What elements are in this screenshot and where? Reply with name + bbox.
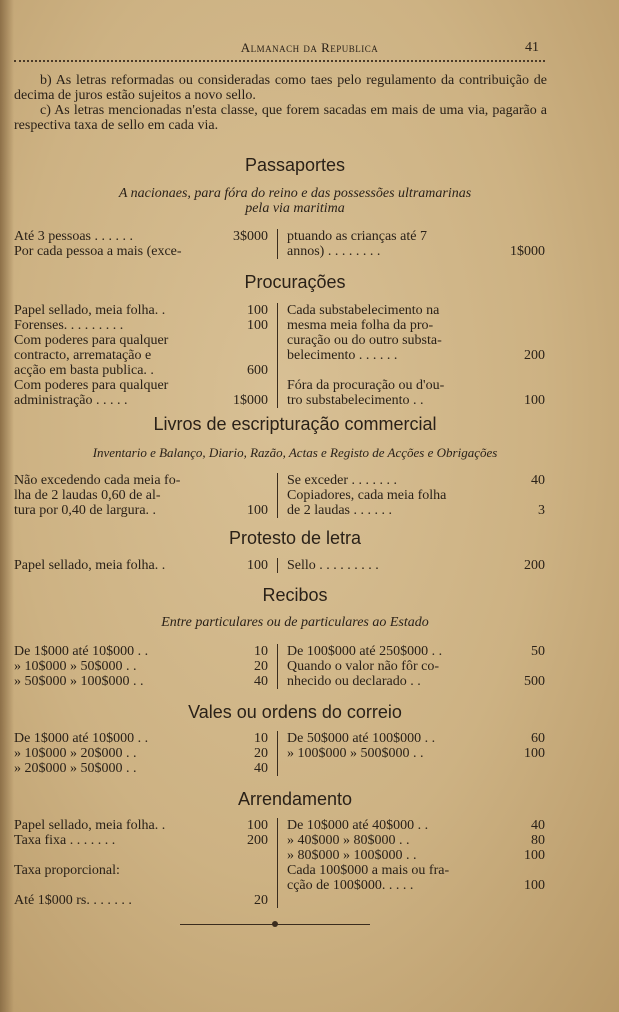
livros-left-item: lha de 2 laudas 0,60 de al- — [14, 488, 161, 503]
arrendamento-left-item: Taxa proporcional: — [14, 863, 120, 878]
arrendamento-left-item: Taxa fixa . . . . . . . — [14, 833, 116, 848]
section-heading-recibos: Recibos — [262, 585, 328, 605]
recibos-left-value: 20 — [254, 659, 268, 674]
vales-left-item: De 1$000 até 10$000 . . — [14, 731, 149, 746]
section-heading-protesto: Protesto de letra — [228, 528, 362, 548]
procuracoes-right-item: Cada substabelecimento na — [287, 303, 440, 318]
recibos-left-value: 40 — [254, 674, 268, 689]
vales-right-value: 60 — [531, 731, 545, 746]
protesto-left-item: Papel sellado, meia folha. . — [14, 558, 166, 573]
protesto-right-item: Sello . . . . . . . . . — [287, 558, 379, 573]
paragraph-b: b) As letras reformadas ou consideradas como taes pelo regulamento da contribuição de decima de juros estão sujeitos a novo sello. — [14, 73, 547, 103]
arrendamento-right-item: De 10$000 até 40$000 . . — [287, 818, 429, 833]
procuracoes-left-value: 600 — [247, 363, 268, 378]
arrendamento-right-item: » 40$000 » 80$000 . . — [287, 833, 410, 848]
arrendamento-left-value: 20 — [254, 893, 268, 908]
vales-left-value: 40 — [254, 761, 268, 776]
recibos-right-item: nhecido ou declarado . . — [287, 674, 421, 689]
vales-right-item: » 100$000 » 500$000 . . — [287, 746, 424, 761]
passaportes-left-value: 3$000 — [233, 229, 268, 244]
passaportes-left-item: Até 3 pessoas . . . . . . — [14, 229, 133, 244]
vales-left-item: » 10$000 » 20$000 . . — [14, 746, 137, 761]
procuracoes-right-item: mesma meia folha da pro- — [287, 318, 434, 333]
passaportes-left-item: Por cada pessoa a mais (exce- — [14, 244, 182, 259]
recibos-left-item: De 1$000 até 10$000 . . — [14, 644, 149, 659]
vales-left-value: 20 — [254, 746, 268, 761]
procuracoes-right-item: tro substabelecimento . . — [287, 393, 424, 408]
running-title: Almanach da Republica — [240, 40, 379, 55]
page-header — [0, 40, 619, 60]
passaportes-right-item: ptuando as crianças até 7 — [287, 229, 427, 244]
livros-right-value: 40 — [531, 473, 545, 488]
page-binding-shadow — [0, 0, 14, 1012]
procuracoes-left-value: 100 — [247, 303, 268, 318]
recibos-left-item: » 50$000 » 100$000 . . — [14, 674, 144, 689]
procuracoes-left-item: Forenses. . . . . . . . . — [14, 318, 124, 333]
paragraph-c: c) As letras mencionadas n'esta classe, que forem sacadas em mais de uma via, pagarão a respectiva taxa de sello em cada via. — [14, 103, 547, 133]
livros-left-item: tura por 0,40 de largura. . — [14, 503, 157, 518]
recibos-right-item: De 100$000 até 250$000 . . — [287, 644, 443, 659]
section-heading-passaportes: Passaportes — [244, 155, 346, 175]
page-number: 41 — [525, 40, 539, 55]
procuracoes-left-item: Com poderes para qualquer — [14, 378, 169, 393]
livros-right-item: Se exceder . . . . . . . — [287, 473, 398, 488]
section-heading-procuracoes: Procurações — [244, 272, 346, 292]
recibos-right-item: Quando o valor não fôr co- — [287, 659, 440, 674]
vales-right-value: 100 — [524, 746, 545, 761]
footer-ornament — [272, 921, 278, 927]
procuracoes-left-item: Papel sellado, meia folha. . — [14, 303, 166, 318]
procuracoes-right-value: 200 — [524, 348, 545, 363]
arrendamento-right-value: 100 — [524, 848, 545, 863]
arrendamento-left-item: Até 1$000 rs. . . . . . . — [14, 893, 132, 908]
recibos-right-value: 50 — [531, 644, 545, 659]
arrendamento-left-value: 200 — [247, 833, 268, 848]
passaportes-right-value: 1$000 — [510, 244, 545, 259]
column-divider — [277, 303, 278, 408]
column-divider — [277, 644, 278, 689]
vales-left-item: » 20$000 » 50$000 . . — [14, 761, 137, 776]
procuracoes-right-item: curação ou do outro substa- — [287, 333, 442, 348]
arrendamento-left-item: Papel sellado, meia folha. . — [14, 818, 166, 833]
recibos-left-value: 10 — [254, 644, 268, 659]
recibos-right-value: 500 — [524, 674, 545, 689]
arrendamento-right-value: 100 — [524, 878, 545, 893]
section-heading-vales: Vales ou ordens do correio — [188, 702, 402, 722]
arrendamento-left-value: 100 — [247, 818, 268, 833]
livros-right-item: de 2 laudas . . . . . . — [287, 503, 392, 518]
protesto-left-value: 100 — [247, 558, 268, 573]
procuracoes-left-item: Com poderes para qualquer — [14, 333, 169, 348]
subheading-livros: Inventario e Balanço, Diario, Razão, Actas e Registo de Acções e Obrigações — [92, 445, 498, 460]
subheading-passaportes-1: A nacionaes, para fóra do reino e das possessões ultramarinas — [118, 186, 472, 201]
protesto-right-value: 200 — [524, 558, 545, 573]
livros-right-item: Copiadores, cada meia folha — [287, 488, 447, 503]
vales-left-value: 10 — [254, 731, 268, 746]
procuracoes-left-item: acção em basta publica. . — [14, 363, 154, 378]
procuracoes-left-value: 1$000 — [233, 393, 268, 408]
column-divider — [277, 818, 278, 908]
procuracoes-left-item: administração . . . . . — [14, 393, 128, 408]
livros-left-value: 100 — [247, 503, 268, 518]
column-divider — [277, 731, 278, 776]
recibos-left-item: » 10$000 » 50$000 . . — [14, 659, 137, 674]
subheading-recibos: Entre particulares ou de particulares ao Estado — [161, 615, 429, 630]
arrendamento-right-item: cção de 100$000. . . . . — [287, 878, 414, 893]
arrendamento-right-value: 40 — [531, 818, 545, 833]
section-heading-arrendamento: Arrendamento — [237, 789, 353, 809]
column-divider — [277, 229, 278, 259]
subheading-passaportes-2: pela via maritima — [245, 201, 345, 216]
column-divider — [277, 558, 278, 573]
arrendamento-right-item: » 80$000 » 100$000 . . — [287, 848, 417, 863]
procuracoes-right-item: Fóra da procuração ou d'ou- — [287, 378, 445, 393]
livros-right-value: 3 — [538, 503, 545, 518]
procuracoes-left-value: 100 — [247, 318, 268, 333]
procuracoes-right-value: 100 — [524, 393, 545, 408]
passaportes-right-item: annos) . . . . . . . . — [287, 244, 381, 259]
arrendamento-right-item: Cada 100$000 a mais ou fra- — [287, 863, 450, 878]
column-divider — [277, 473, 278, 518]
procuracoes-right-item: belecimento . . . . . . — [287, 348, 398, 363]
procuracoes-left-item: contracto, arrematação e — [14, 348, 152, 363]
livros-left-item: Não excedendo cada meia fo- — [14, 473, 181, 488]
arrendamento-right-value: 80 — [531, 833, 545, 848]
header-rule — [14, 60, 545, 62]
vales-right-item: De 50$000 até 100$000 . . — [287, 731, 436, 746]
section-heading-livros: Livros de escripturação commercial — [153, 414, 437, 434]
